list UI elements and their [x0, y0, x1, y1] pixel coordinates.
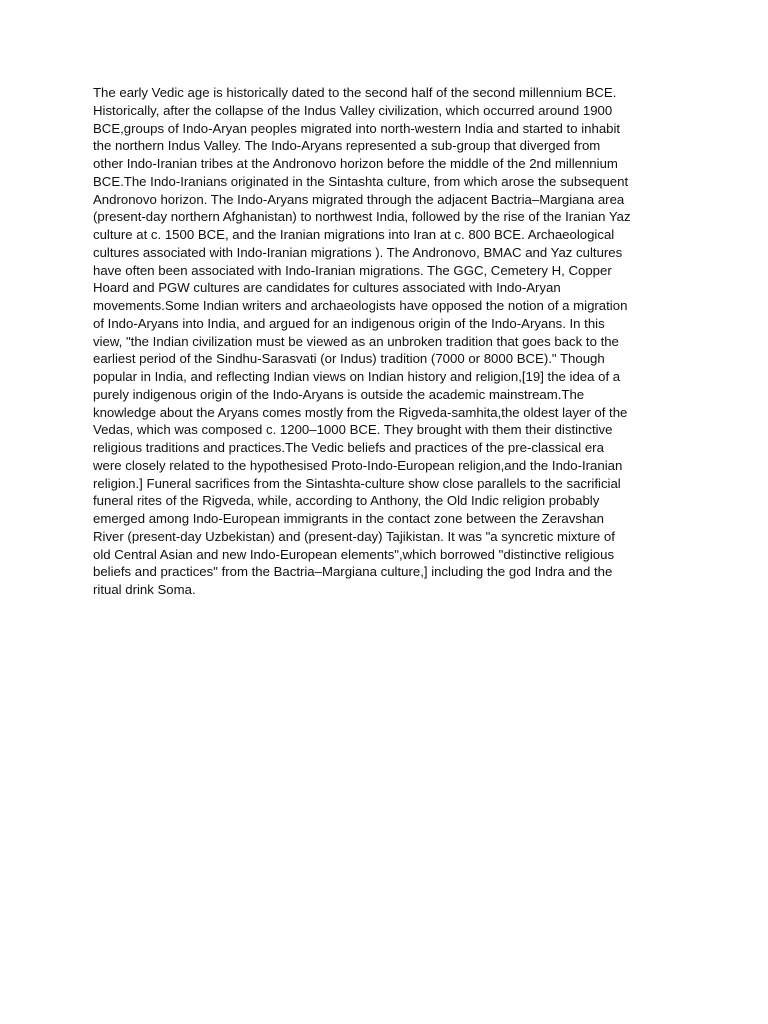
- text-line: Hoard and PGW cultures are candidates for cultures associated with Indo-Aryan: [93, 280, 561, 296]
- text-line: have often been associated with Indo-Iranian migrations. The GGC, Cemetery H, Copper: [93, 262, 612, 278]
- text-line: the northern Indus Valley. The Indo-Aryans represented a sub-group that diverged from: [93, 138, 601, 154]
- text-line: purely indigenous origin of the Indo-Aryans is outside the academic mainstream.The: [93, 386, 585, 402]
- text-line: River (present-day Uzbekistan) and (present-day) Tajikistan. It was "a syncretic mixture of: [93, 528, 615, 544]
- text-line: old Central Asian and new Indo-European elements",which borrowed "distinctive religious: [93, 546, 615, 562]
- text-line: view, "the Indian civilization must be viewed as an unbroken tradition that goes back to the: [93, 333, 619, 349]
- text-line: Historically, after the collapse of the Indus Valley civilization, which occurred around 1900: [93, 102, 613, 118]
- text-line: religious traditions and practices.The Vedic beliefs and practices of the pre-classical era: [93, 440, 604, 455]
- text-line: earliest period of the Sindhu-Sarasvati (or Indus) tradition (7000 or 8000 BCE)." Though: [93, 351, 605, 367]
- text-line: cultures associated with Indo-Iranian migrations ). The Andronovo, BMAC and Yaz cultures: [93, 244, 623, 260]
- text-line: beliefs and practices" from the Bactria–Margiana culture,] including the god Indra and the: [93, 564, 613, 580]
- text-line: knowledge about the Aryans comes mostly from the Rigveda-samhita,the oldest layer of the: [93, 404, 628, 420]
- text-line: other Indo-Iranian tribes at the Andronovo horizon before the middle of the 2nd millennium: [93, 156, 618, 171]
- text-line: BCE.The Indo-Iranians originated in the Sintashta culture, from which arose the subsequent: [93, 173, 629, 189]
- text-line: of Indo-Aryans into India, and argued for an indigenous origin of the Indo-Aryans. In this: [93, 315, 605, 331]
- text-line: movements.Some Indian writers and archaeologists have opposed the notion of a migration: [93, 298, 628, 313]
- text-line: religion.] Funeral sacrifices from the Sintashta-culture show close parallels to the sacrificial: [93, 475, 621, 491]
- text-line: culture at c. 1500 BCE, and the Iranian migrations into Iran at c. 800 BCE. Archaeological: [93, 227, 615, 242]
- text-line: funeral rites of the Rigveda, while, according to Anthony, the Old Indic religion probably: [93, 493, 600, 509]
- text-line: The early Vedic age is historically dated to the second half of the second millennium BCE.: [93, 85, 617, 100]
- text-line: BCE,groups of Indo-Aryan peoples migrated into north-western India and started to inhabit: [93, 120, 621, 136]
- text-line: ritual drink Soma.: [93, 582, 196, 597]
- text-line: (present-day northern Afghanistan) to northwest India, followed by the rise of the Iranian Yaz: [93, 209, 631, 225]
- text-line: emerged among Indo-European immigrants in the contact zone between the Zeravshan: [93, 511, 604, 526]
- body-paragraph: [93, 84, 693, 599]
- text-line: Vedas, which was composed c. 1200–1000 BCE. They brought with them their distinctive: [93, 422, 613, 438]
- text-line: were closely related to the hypothesised Proto-Indo-European religion,and the Indo-Iranian: [93, 457, 623, 473]
- text-line: popular in India, and reflecting Indian views on Indian history and religion,[19] the idea of a: [93, 369, 621, 384]
- text-line: Andronovo horizon. The Indo-Aryans migrated through the adjacent Bactria–Margiana area: [93, 191, 625, 207]
